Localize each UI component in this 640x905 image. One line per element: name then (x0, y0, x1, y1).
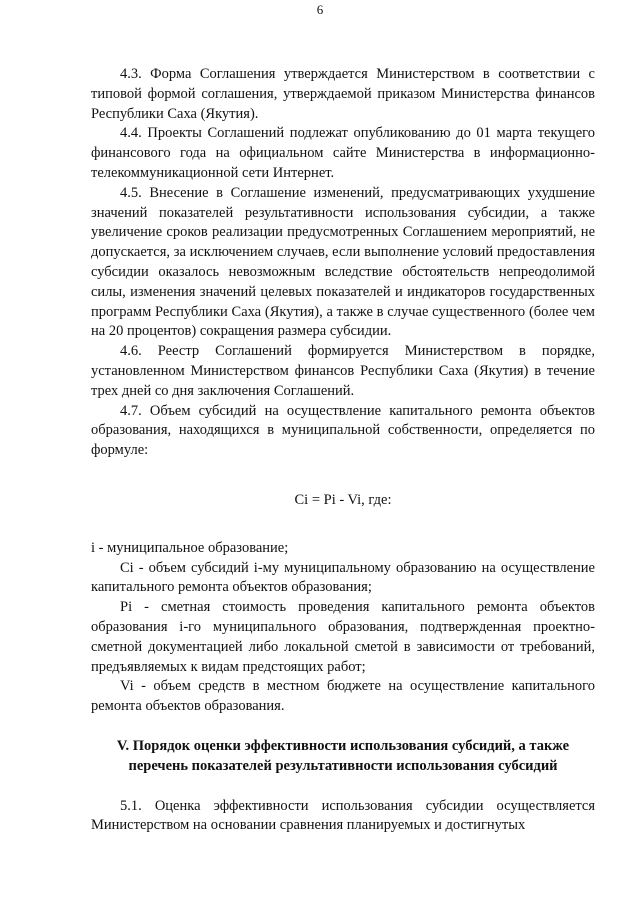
paragraph-4-4: 4.4. Проекты Соглашений подлежат опубликованию до 01 марта текущего финансового года на официальном сайте Министерства в информационно-телекоммуникационной сети Интернет. (91, 125, 595, 181)
paragraph-4-5: 4.5. Внесение в Соглашение изменений, предусматривающих ухудшение значений показателей результативности использования субсидии, а также увеличение сроков реализации предусмотренных Соглашением мероприятий, не допускается, за исключением случаев, если выполнение условий предоставления субсидии оказалось невозможным вследствие обстоятельств непреодолимой силы, изменения значений целевых показателей и индикаторов государственных программ Республики Саха (Якутия), а также в случае существенного (более чем на 20 процентов) сокращения размера субсидии. (91, 184, 595, 340)
paragraph-4-3: 4.3. Форма Соглашения утверждается Министерством в соответствии с типовой формой соглашения, утверждаемой приказом Министерства финансов Республики Саха (Якутия). (91, 66, 595, 122)
page-number: 6 (316, 2, 324, 17)
document-body (91, 65, 595, 836)
definition-ci: Ci - объем субсидий i-му муниципальному образованию на осуществление капитального ремонта объектов образования; (91, 559, 595, 596)
section-v-heading: V. Порядок оценки эффективности использования субсидий, а также перечень показателей результативности использования субсидий (116, 737, 570, 774)
definition-i: i - муниципальное образование; (91, 539, 289, 556)
formula: Ci = Pi - Vi, где: (294, 491, 392, 508)
paragraph-5-1: 5.1. Оценка эффективности использования субсидии осуществляется Министерством на основании сравнения планируемых и достигнутых (91, 797, 595, 834)
definition-vi: Vi - объем средств в местном бюджете на осуществление капитального ремонта объектов образования. (91, 678, 595, 715)
paragraph-4-7: 4.7. Объем субсидий на осуществление капитального ремонта объектов образования, находящихся в муниципальной собственности, определяется по формуле: (91, 402, 595, 459)
definition-pi: Pi - сметная стоимость проведения капитального ремонта объектов образования i-го муниципального образования, подтвержденная проектно-сметной документацией либо локальной сметой в зависимости от требований, предъявляемых к видам предстоящих работ; (91, 599, 595, 675)
paragraph-4-6: 4.6. Реестр Соглашений формируется Министерством в порядке, установленном Министерством финансов Республики Саха (Якутия) в течение трех дней со дня заключения Соглашений. (91, 343, 595, 399)
